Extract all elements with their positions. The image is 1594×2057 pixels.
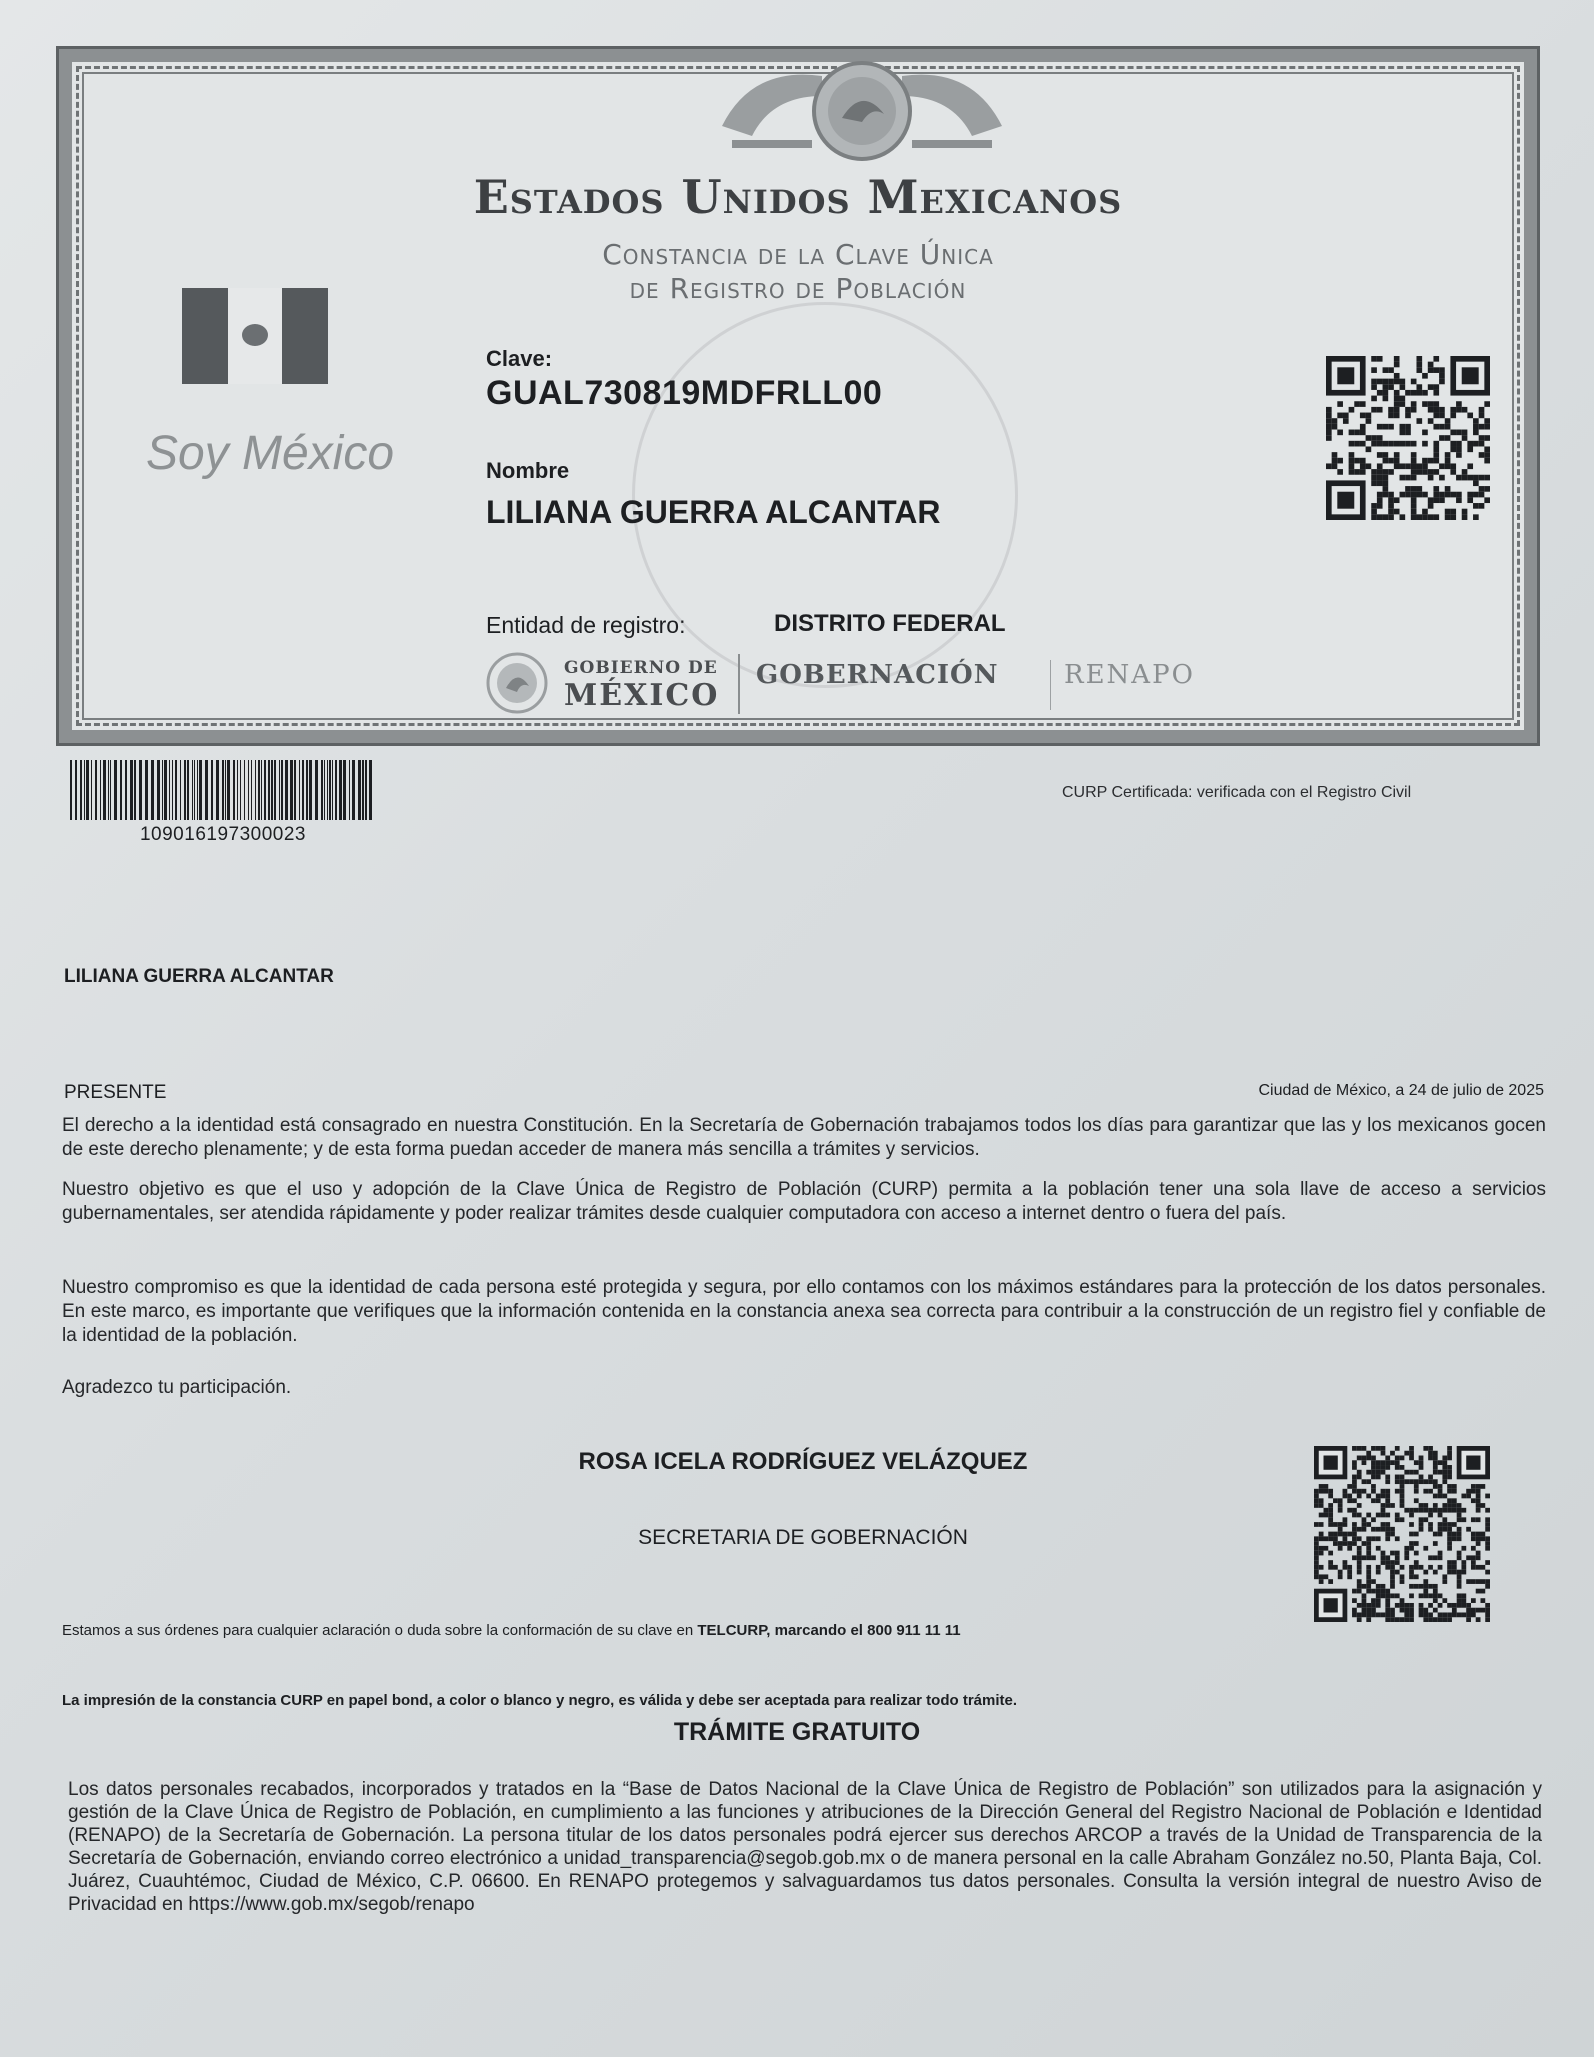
letter-paragraph: Agradezco tu participación. (62, 1377, 292, 1398)
certificate-title: Estados Unidos Mexicanos (473, 170, 1123, 224)
mexico-flag-icon (182, 288, 328, 384)
barcode-icon (70, 760, 376, 820)
telcurp-note (62, 1622, 961, 1639)
letter-paragraph: Nuestro objetivo es que el uso y adopción de la Clave Única de Registro de Población (CURP) permita a la población tener una sola llave de acceso a servicios gubernamentales, ser atendida rápidamente y poder realizar trámites desde cualquier computadora con acceso a internet dentro o fuera del país. (62, 1179, 1546, 1224)
logo-divider (1050, 660, 1051, 710)
entidad-label: Entidad de registro: (486, 612, 686, 638)
privacy-notice: Los datos personales recabados, incorporados y tratados en la “Base de Datos Nacional de la Clave Única de Registro de Población” son utilizados para la asignación y gestión de la Clave Única de Registro de Población, en cumplimiento a las funciones y atribuciones de la Dirección General del Registro Nacional de Población e Identidad (RENAPO) de la Secretaría de Gobernación. La persona titular de los datos personales podrá ejercer sus derechos ARCOP a través de la Unidad de Transparencia de la Secretaría de Gobernación, enviando correo electrónico a unidad_transparencia@segob.gob.mx o de manera personal en la calle Abraham González no.50, Planta Baja, Col. Juárez, Cuauhtémoc, Ciudad de México, C.P. 06600. En RENAPO protegemos y salvaguardamos tus datos personales. Consulta la versión integral de nuestro Aviso de Privacidad en https://www.gob.mx/segob/renapo (68, 1779, 1542, 1915)
curp-certificada-note: CURP Certificada: verificada con el Registro Civil (1062, 784, 1412, 801)
letter-recipient: LILIANA GUERRA ALCANTAR (64, 966, 334, 987)
coat-of-arms-crest (712, 56, 1012, 166)
barcode-number: 109016197300023 (139, 824, 306, 845)
clave-value: GUAL730819MDFRLL00 (486, 374, 883, 412)
nombre-label: Nombre (486, 458, 570, 483)
signer-title: SECRETARIA DE GOBERNACIÓN (638, 1526, 968, 1549)
subtitle-line-2: de Registro de Población (629, 272, 967, 305)
gobierno-seal-icon (486, 652, 548, 714)
qr-code-icon (1326, 356, 1490, 520)
subtitle-line-1: Constancia de la Clave Única (602, 238, 994, 271)
certificate-frame (56, 46, 1540, 746)
telcurp-phone: TELCURP, marcando el 800 911 11 11 (697, 1622, 961, 1639)
government-logos (486, 650, 1195, 720)
signer-name: ROSA ICELA RODRÍGUEZ VELÁZQUEZ (578, 1448, 1028, 1475)
logo-gobierno-line1: GOBIERNO DE (564, 658, 718, 678)
logo-gobernacion: GOBERNACIÓN (756, 660, 999, 690)
letter-date: Ciudad de México, a 24 de julio de 2025 (1258, 1082, 1544, 1099)
letter-salutation: PRESENTE (64, 1082, 167, 1103)
logo-divider (738, 654, 740, 714)
qr-code-icon (1312, 1446, 1492, 1622)
letter-paragraph: Nuestro compromiso es que la identidad de cada persona esté protegida y segura, por ello contamos con los máximos estándares para la protección de los datos personales. En este marco, es importante que verifiques que la información contenida en la constancia anexa sea correcta para contribuir a la construcción de un registro fiel y confiable de la identidad de la población. (62, 1277, 1546, 1346)
logo-gobierno-line2: MÉXICO (564, 678, 720, 713)
letter-paragraph: El derecho a la identidad está consagrado en nuestra Constitución. En la Secretaría de Gobernación trabajamos todos los días para garantizar que las y los mexicanos gocen de este derecho plenamente; y de esta forma puedan acceder de manera más sencilla a trámites y servicios. (62, 1115, 1546, 1160)
nombre-value: LILIANA GUERRA ALCANTAR (486, 494, 941, 530)
tramite-gratuito-heading: TRÁMITE GRATUITO (673, 1718, 921, 1746)
soy-mexico-slogan: Soy México (145, 427, 395, 480)
clave-label: Clave: (486, 346, 553, 371)
telcurp-text: Estamos a sus órdenes para cualquier aclaración o duda sobre la conformación de su clave en (62, 1622, 698, 1639)
impresion-note: La impresión de la constancia CURP en papel bond, a color o blanco y negro, es válida y debe ser aceptada para realizar todo trámite. (62, 1692, 1018, 1709)
logo-renapo: RENAPO (1064, 660, 1195, 690)
entidad-value: DISTRITO FEDERAL (774, 610, 1006, 637)
